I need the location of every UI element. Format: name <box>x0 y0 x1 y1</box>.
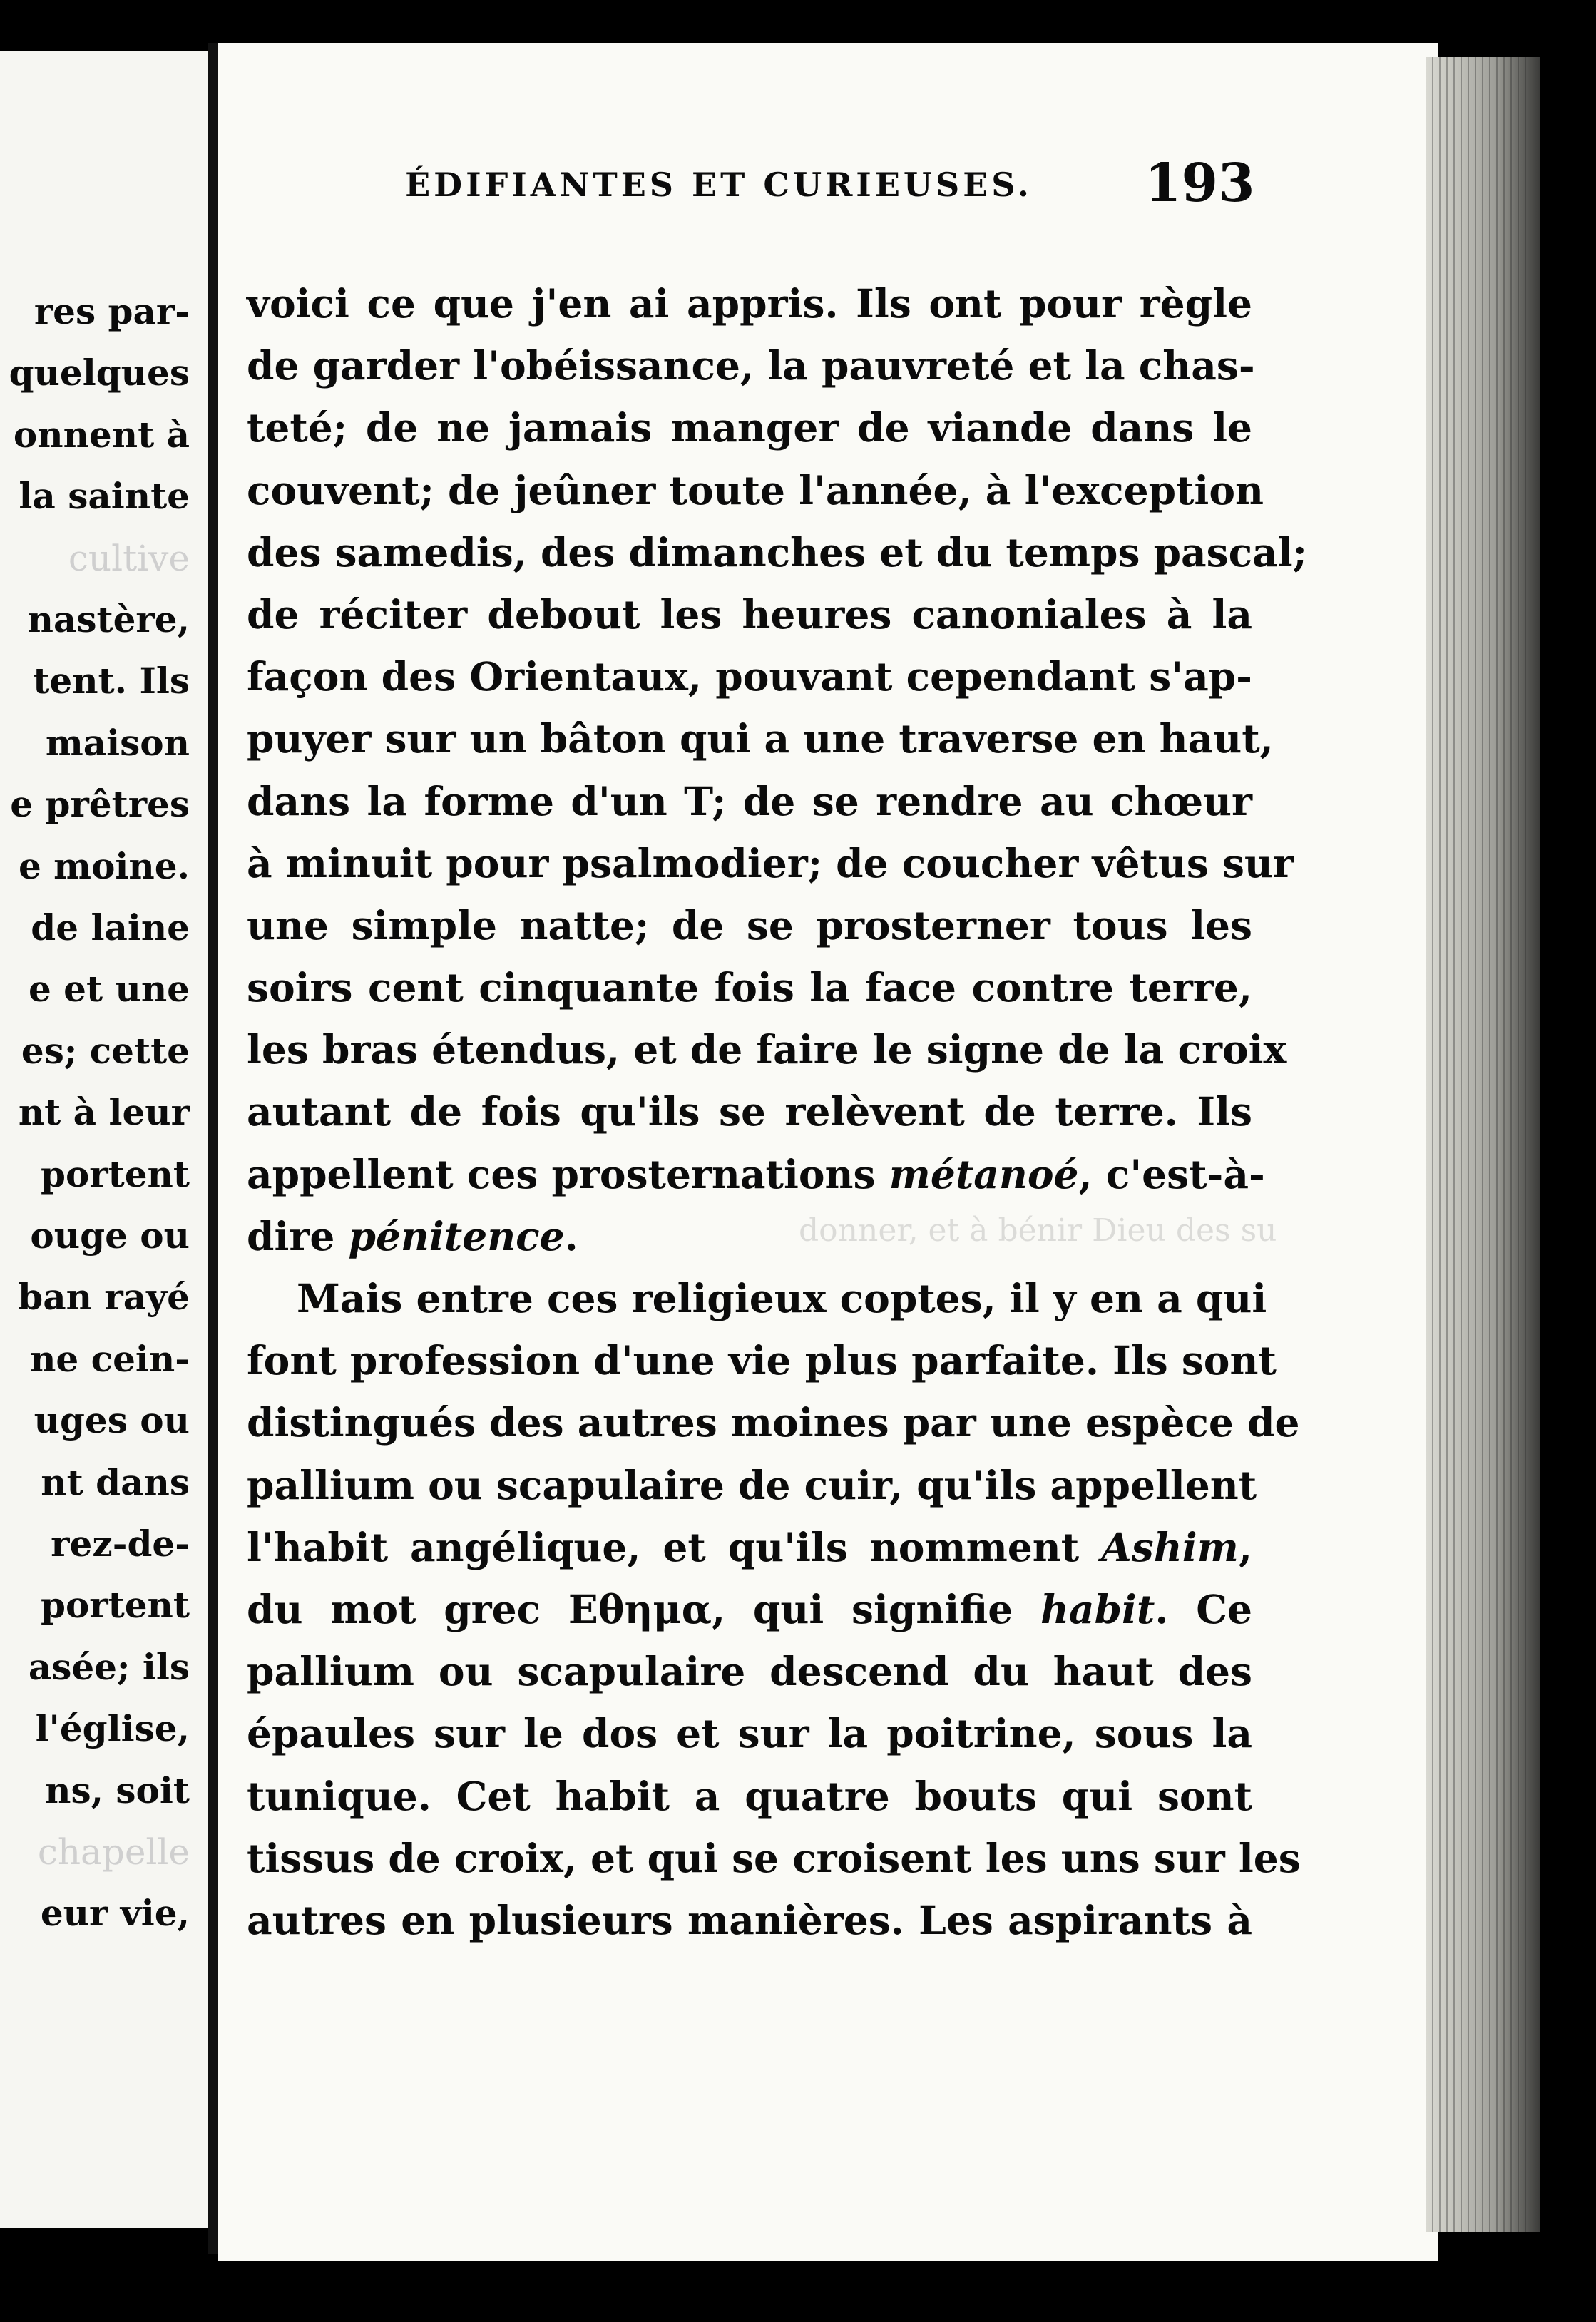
text-line <box>247 1454 1257 1516</box>
text-segment: des samedis, des dimanches et du temps pascal; <box>247 528 1307 576</box>
page-edge-line <box>1496 57 1498 2232</box>
text-segment: de réciter debout les heures canoniales à la <box>247 590 1252 638</box>
text-line <box>247 1702 1252 1764</box>
text-line <box>247 1391 1300 1453</box>
text-line <box>247 894 1252 956</box>
italic-term: Ashim <box>1101 1523 1239 1570</box>
left-page-line: ouge ou <box>30 1214 190 1257</box>
text-line <box>247 1578 1252 1640</box>
left-page-line: es; cette <box>21 1029 190 1072</box>
left-page-line: e prêtres <box>10 783 190 826</box>
text-segment: tunique. Cet habit a quatre bouts qui sont <box>247 1772 1252 1819</box>
text-segment: . Ce <box>1155 1585 1252 1632</box>
left-page-line: l'église, <box>35 1707 190 1750</box>
page-edge-stack <box>1426 57 1540 2232</box>
page-edge-line <box>1475 57 1476 2232</box>
text-segment: dans la forme d'un T; de se rendre au chœur <box>247 777 1252 824</box>
left-page-line: nastère, <box>27 598 190 640</box>
left-page-line: asée; ils <box>28 1645 190 1688</box>
page-edge-line <box>1453 57 1455 2232</box>
page-edge-line <box>1461 57 1462 2232</box>
text-segment: distingués des autres moines par une espèce de <box>247 1399 1300 1446</box>
text-line <box>247 1889 1252 1951</box>
text-line <box>247 1329 1277 1391</box>
text-line <box>247 645 1252 707</box>
text-segment: tissus de croix, et qui se croisent les uns sur les <box>247 1834 1301 1881</box>
left-page-line: cultive <box>68 537 190 579</box>
left-page-fragment <box>0 51 208 2228</box>
text-segment: couvent; de jeûner toute l'année, à l'exception <box>247 466 1264 513</box>
text-segment: teté; de ne jamais manger de viande dans le <box>247 404 1252 451</box>
text-segment: puyer sur un bâton qui a une traverse en haut, <box>247 715 1274 762</box>
text-line <box>247 956 1252 1018</box>
text-line <box>247 397 1252 459</box>
text-segment: l'habit angélique, et qu'ils nomment <box>247 1523 1102 1570</box>
text-segment: voici ce que j'en ai appris. Ils ont pour règle <box>247 280 1252 327</box>
left-page-line: nt à leur <box>18 1091 190 1134</box>
left-page-line: quelques <box>9 352 190 394</box>
left-page-line: chapelle <box>37 1831 190 1873</box>
text-segment: une simple natte; de se prosterner tous les <box>247 901 1252 948</box>
text-line <box>247 1765 1252 1827</box>
text-segment: soirs cent cinquante fois la face contre terre, <box>247 964 1252 1011</box>
text-line <box>247 707 1274 769</box>
left-page-line: eur vie, <box>40 1892 190 1935</box>
text-line <box>247 459 1264 521</box>
left-page-line: portent <box>40 1584 190 1627</box>
text-segment: , <box>1238 1523 1252 1570</box>
text-segment: les bras étendus, et de faire le signe de la croix <box>247 1026 1287 1073</box>
text-segment: appellent ces prosternations <box>247 1150 889 1197</box>
text-segment: épaules sur le dos et sur la poitrine, sous la <box>247 1710 1252 1757</box>
italic-term: métanoé <box>889 1150 1079 1197</box>
text-segment: à minuit pour psalmodier; de coucher vêtus sur <box>247 839 1294 886</box>
page-edge-line <box>1482 57 1483 2232</box>
left-page-line: maison <box>45 721 190 764</box>
left-page-line: nt dans <box>41 1461 190 1503</box>
left-page-line: res par- <box>34 290 190 332</box>
text-segment: pallium ou scapulaire descend du haut des <box>247 1648 1252 1695</box>
page-edge-line <box>1432 57 1433 2232</box>
left-page-line: ns, soit <box>45 1769 190 1811</box>
text-segment: . <box>564 1212 578 1259</box>
page-edge-line <box>1489 57 1490 2232</box>
page-number: 193 <box>1145 153 1255 214</box>
text-line <box>247 1267 1267 1329</box>
left-page-line: e et une <box>28 968 190 1011</box>
text-line <box>247 334 1255 397</box>
page-edge-line <box>1503 57 1505 2232</box>
left-page-line: la sainte <box>19 475 190 518</box>
page-edge-line <box>1518 57 1519 2232</box>
text-line <box>247 272 1252 334</box>
page-edge-line <box>1446 57 1448 2232</box>
text-segment: façon des Orientaux, pouvant cependant s'ap- <box>247 653 1252 700</box>
italic-term: pénitence <box>348 1212 565 1259</box>
text-line <box>247 521 1307 583</box>
left-page-line: rez-de- <box>51 1523 190 1565</box>
text-segment: font profession d'une vie plus parfaite. Ils sont <box>247 1337 1277 1384</box>
text-line <box>247 1640 1252 1702</box>
scan-border <box>1540 0 1596 2322</box>
text-segment: de garder l'obéissance, la pauvreté et la chas- <box>247 342 1255 389</box>
page-edge-line <box>1525 57 1526 2232</box>
left-page-line: portent <box>40 1152 190 1195</box>
text-line <box>247 1080 1252 1142</box>
left-page-line: ban rayé <box>18 1276 190 1319</box>
text-segment: Mais entre ces religieux coptes, il y en a qui <box>297 1275 1267 1321</box>
left-page-line: tent. Ils <box>33 660 190 702</box>
text-segment: du mot grec Εθημα, qui signifie <box>247 1585 1040 1632</box>
text-segment: pallium ou scapulaire de cuir, qu'ils appellent <box>247 1461 1257 1508</box>
page-edge-line <box>1439 57 1441 2232</box>
text-segment: autres en plusieurs manières. Les aspirants à <box>247 1896 1252 1943</box>
bleed-through-text: donner, et à bénir Dieu des su <box>799 1212 1277 1249</box>
left-page-line: e moine. <box>18 844 190 887</box>
text-segment: dire <box>247 1212 349 1259</box>
left-page-line: ne cein- <box>30 1337 190 1380</box>
left-page-line: onnent à <box>13 413 190 456</box>
page-edge-line <box>1510 57 1512 2232</box>
running-head: ÉDIFIANTES ET CURIEUSES. <box>405 165 1033 204</box>
text-line <box>247 1018 1287 1080</box>
text-line <box>247 1516 1252 1578</box>
page-edge-line <box>1468 57 1469 2232</box>
text-line <box>247 1143 1265 1205</box>
left-page-line: de laine <box>31 906 190 948</box>
text-line <box>247 832 1294 894</box>
italic-term: habit <box>1040 1585 1155 1632</box>
left-page-line: uges ou <box>34 1399 190 1442</box>
text-line <box>247 770 1252 832</box>
text-line <box>247 1827 1301 1889</box>
text-segment: , c'est-à- <box>1078 1150 1265 1197</box>
text-line <box>247 583 1252 645</box>
text-line <box>247 1205 1277 1267</box>
body-text <box>247 272 1307 1951</box>
text-segment: autant de fois qu'ils se relèvent de terre. Ils <box>247 1088 1252 1135</box>
